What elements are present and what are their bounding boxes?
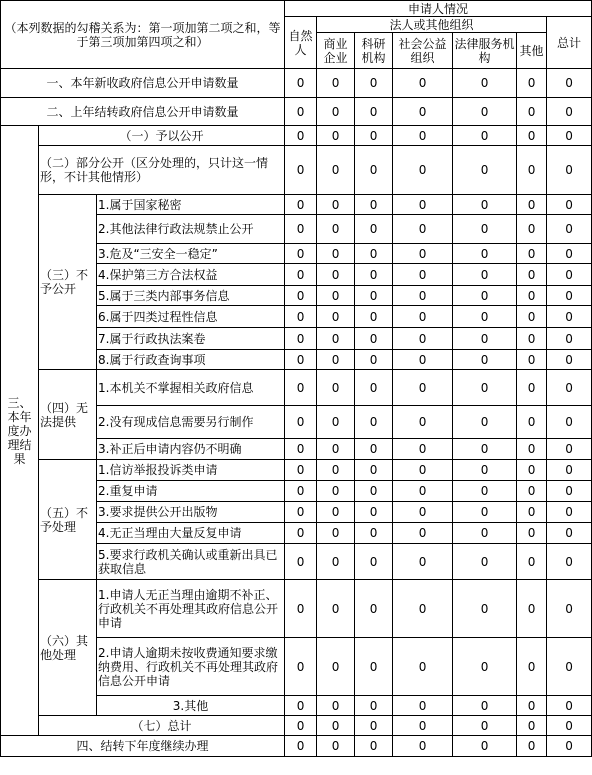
value-cell: 0	[453, 406, 517, 439]
social-header: 社会公益组织	[393, 33, 453, 69]
value-cell: 0	[285, 215, 317, 244]
value-cell: 0	[393, 244, 453, 264]
value-cell: 0	[517, 370, 547, 406]
value-cell: 0	[393, 696, 453, 716]
value-cell: 0	[517, 286, 547, 306]
value-cell: 0	[317, 195, 355, 215]
value-cell: 0	[355, 244, 393, 264]
value-cell: 0	[393, 215, 453, 244]
value-cell: 0	[285, 126, 317, 146]
value-cell: 0	[317, 306, 355, 328]
group-1-label: （一）予以公开	[39, 126, 285, 146]
value-cell: 0	[453, 544, 517, 580]
value-cell: 0	[285, 460, 317, 481]
value-cell: 0	[355, 215, 393, 244]
value-cell: 0	[355, 439, 393, 460]
applicant-situation-header: 申请人情况	[285, 1, 592, 17]
value-cell: 0	[547, 481, 592, 502]
value-cell: 0	[393, 126, 453, 146]
value-cell: 0	[453, 736, 517, 757]
value-cell: 0	[517, 716, 547, 736]
value-cell: 0	[547, 328, 592, 350]
research-header: 科研机构	[355, 33, 393, 69]
value-cell: 0	[317, 736, 355, 757]
value-cell: 0	[285, 580, 317, 638]
value-cell: 0	[393, 736, 453, 757]
value-cell: 0	[285, 264, 317, 286]
value-cell: 0	[547, 502, 592, 523]
value-cell: 0	[547, 126, 592, 146]
value-cell: 0	[285, 350, 317, 370]
value-cell: 0	[355, 580, 393, 638]
item-label: 4.无正当理由大量反复申请	[97, 523, 285, 544]
value-cell: 0	[453, 286, 517, 306]
value-cell: 0	[355, 69, 393, 98]
value-cell: 0	[517, 146, 547, 195]
value-cell: 0	[285, 286, 317, 306]
value-cell: 0	[355, 716, 393, 736]
value-cell: 0	[547, 350, 592, 370]
value-cell: 0	[355, 146, 393, 195]
value-cell: 0	[517, 481, 547, 502]
value-cell: 0	[517, 580, 547, 638]
group-6-label: （六）其他处理	[39, 580, 97, 716]
value-cell: 0	[517, 523, 547, 544]
item-label: 7.属于行政执法案卷	[97, 328, 285, 350]
value-cell: 0	[453, 638, 517, 696]
value-cell: 0	[547, 736, 592, 757]
value-cell: 0	[517, 69, 547, 98]
value-cell: 0	[285, 544, 317, 580]
section-2-label: 二、上年结转政府信息公开申请数量	[1, 98, 285, 126]
table-row	[1, 126, 592, 146]
value-cell: 0	[547, 638, 592, 696]
value-cell: 0	[453, 481, 517, 502]
value-cell: 0	[355, 696, 393, 716]
value-cell: 0	[285, 146, 317, 195]
value-cell: 0	[285, 736, 317, 757]
item-label: 6.属于四类过程性信息	[97, 306, 285, 328]
item-label: 1.本机关不掌握相关政府信息	[97, 370, 285, 406]
legal-group-header: 法人或其他组织	[317, 17, 547, 33]
value-cell: 0	[547, 696, 592, 716]
value-cell: 0	[453, 146, 517, 195]
value-cell: 0	[393, 195, 453, 215]
value-cell: 0	[547, 716, 592, 736]
value-cell: 0	[393, 306, 453, 328]
value-cell: 0	[285, 638, 317, 696]
value-cell: 0	[393, 350, 453, 370]
item-label: 3.危及“三安全一稳定”	[97, 244, 285, 264]
value-cell: 0	[393, 328, 453, 350]
value-cell: 0	[317, 481, 355, 502]
value-cell: 0	[393, 146, 453, 195]
value-cell: 0	[547, 523, 592, 544]
item-label: 1.申请人无正当理由逾期不补正、行政机关不再处理其政府信息公开申请	[97, 580, 285, 638]
item-label: 3.其他	[97, 696, 285, 716]
value-cell: 0	[317, 502, 355, 523]
value-cell: 0	[517, 696, 547, 716]
value-cell: 0	[285, 523, 317, 544]
value-cell: 0	[355, 286, 393, 306]
table-row	[1, 146, 592, 195]
item-label: 1.属于国家秘密	[97, 195, 285, 215]
value-cell: 0	[453, 696, 517, 716]
value-cell: 0	[317, 98, 355, 126]
value-cell: 0	[453, 69, 517, 98]
table-row	[1, 370, 592, 406]
value-cell: 0	[285, 370, 317, 406]
value-cell: 0	[285, 69, 317, 98]
value-cell: 0	[317, 439, 355, 460]
value-cell: 0	[547, 580, 592, 638]
item-label: 5.要求行政机关确认或重新出具已获取信息	[97, 544, 285, 580]
value-cell: 0	[393, 481, 453, 502]
legal-service-header: 法律服务机构	[453, 33, 517, 69]
value-cell: 0	[547, 286, 592, 306]
table-row	[1, 716, 592, 736]
value-cell: 0	[355, 328, 393, 350]
item-label: 8.属于行政查询事项	[97, 350, 285, 370]
table-row	[1, 69, 592, 98]
value-cell: 0	[317, 638, 355, 696]
value-cell: 0	[355, 264, 393, 286]
value-cell: 0	[517, 544, 547, 580]
value-cell: 0	[393, 264, 453, 286]
value-cell: 0	[453, 264, 517, 286]
group-3-label: （三）不予公开	[39, 195, 97, 370]
value-cell: 0	[453, 716, 517, 736]
value-cell: 0	[453, 502, 517, 523]
value-cell: 0	[317, 126, 355, 146]
section-4-label: 四、结转下年度继续办理	[1, 736, 285, 757]
item-label: 2.申请人逾期未按收费通知要求缴纳费用、行政机关不再处理其政府信息公开申请	[97, 638, 285, 696]
value-cell: 0	[393, 69, 453, 98]
value-cell: 0	[393, 523, 453, 544]
value-cell: 0	[453, 460, 517, 481]
item-label: 5.属于三类内部事务信息	[97, 286, 285, 306]
value-cell: 0	[355, 126, 393, 146]
value-cell: 0	[393, 638, 453, 696]
value-cell: 0	[547, 306, 592, 328]
value-cell: 0	[547, 439, 592, 460]
value-cell: 0	[517, 502, 547, 523]
value-cell: 0	[285, 716, 317, 736]
item-label: 3.要求提供公开出版物	[97, 502, 285, 523]
value-cell: 0	[317, 580, 355, 638]
value-cell: 0	[453, 328, 517, 350]
value-cell: 0	[517, 736, 547, 757]
value-cell: 0	[285, 502, 317, 523]
item-label: 2.重复申请	[97, 481, 285, 502]
value-cell: 0	[547, 460, 592, 481]
value-cell: 0	[285, 244, 317, 264]
value-cell: 0	[517, 126, 547, 146]
value-cell: 0	[393, 98, 453, 126]
value-cell: 0	[453, 523, 517, 544]
value-cell: 0	[285, 328, 317, 350]
value-cell: 0	[517, 328, 547, 350]
item-label: 3.补正后申请内容仍不明确	[97, 439, 285, 460]
value-cell: 0	[355, 638, 393, 696]
value-cell: 0	[517, 264, 547, 286]
business-header: 商业企业	[317, 33, 355, 69]
value-cell: 0	[393, 716, 453, 736]
value-cell: 0	[453, 244, 517, 264]
value-cell: 0	[517, 439, 547, 460]
value-cell: 0	[547, 544, 592, 580]
value-cell: 0	[317, 370, 355, 406]
value-cell: 0	[317, 696, 355, 716]
item-label: 4.保护第三方合法权益	[97, 264, 285, 286]
value-cell: 0	[317, 244, 355, 264]
value-cell: 0	[517, 215, 547, 244]
value-cell: 0	[453, 306, 517, 328]
value-cell: 0	[285, 696, 317, 716]
table-row	[1, 460, 592, 481]
section-1-label: 一、本年新收政府信息公开申请数量	[1, 69, 285, 98]
section-3-label: 三、本年度办理结果	[1, 126, 39, 736]
value-cell: 0	[355, 98, 393, 126]
value-cell: 0	[317, 146, 355, 195]
value-cell: 0	[393, 460, 453, 481]
value-cell: 0	[285, 98, 317, 126]
value-cell: 0	[517, 195, 547, 215]
table-row	[1, 580, 592, 638]
value-cell: 0	[393, 370, 453, 406]
value-cell: 0	[547, 69, 592, 98]
value-cell: 0	[317, 716, 355, 736]
value-cell: 0	[453, 439, 517, 460]
value-cell: 0	[547, 370, 592, 406]
value-cell: 0	[355, 481, 393, 502]
value-cell: 0	[453, 370, 517, 406]
group-7-label: （七）总计	[39, 716, 285, 736]
value-cell: 0	[393, 286, 453, 306]
value-cell: 0	[547, 244, 592, 264]
value-cell: 0	[517, 306, 547, 328]
value-cell: 0	[355, 460, 393, 481]
value-cell: 0	[547, 215, 592, 244]
value-cell: 0	[355, 502, 393, 523]
value-cell: 0	[453, 98, 517, 126]
value-cell: 0	[317, 460, 355, 481]
value-cell: 0	[547, 264, 592, 286]
item-label: 2.没有现成信息需要另行制作	[97, 406, 285, 439]
value-cell: 0	[317, 406, 355, 439]
group-5-label: （五）不予处理	[39, 460, 97, 580]
value-cell: 0	[285, 306, 317, 328]
value-cell: 0	[355, 406, 393, 439]
value-cell: 0	[355, 350, 393, 370]
value-cell: 0	[355, 306, 393, 328]
value-cell: 0	[393, 439, 453, 460]
value-cell: 0	[517, 244, 547, 264]
group-2-label: （二）部分公开（区分处理的，只计这一情形，不计其他情形）	[39, 146, 285, 195]
item-label: 2.其他法律行政法规禁止公开	[97, 215, 285, 244]
value-cell: 0	[393, 502, 453, 523]
value-cell: 0	[453, 195, 517, 215]
value-cell: 0	[317, 286, 355, 306]
value-cell: 0	[285, 406, 317, 439]
value-cell: 0	[355, 370, 393, 406]
value-cell: 0	[517, 350, 547, 370]
table-row	[1, 195, 592, 215]
value-cell: 0	[453, 215, 517, 244]
value-cell: 0	[547, 98, 592, 126]
value-cell: 0	[517, 460, 547, 481]
value-cell: 0	[355, 544, 393, 580]
group-4-label: （四）无法提供	[39, 370, 97, 460]
value-cell: 0	[393, 544, 453, 580]
value-cell: 0	[317, 523, 355, 544]
value-cell: 0	[517, 638, 547, 696]
value-cell: 0	[453, 350, 517, 370]
value-cell: 0	[317, 215, 355, 244]
value-cell: 0	[317, 69, 355, 98]
value-cell: 0	[285, 195, 317, 215]
other-header: 其他	[517, 33, 547, 69]
value-cell: 0	[517, 406, 547, 439]
value-cell: 0	[453, 580, 517, 638]
value-cell: 0	[547, 406, 592, 439]
value-cell: 0	[547, 195, 592, 215]
natural-person-header: 自然人	[285, 17, 317, 69]
value-cell: 0	[317, 264, 355, 286]
table-row	[1, 736, 592, 757]
value-cell: 0	[317, 544, 355, 580]
value-cell: 0	[355, 736, 393, 757]
value-cell: 0	[393, 406, 453, 439]
table-note: （本列数据的勾稽关系为：第一项加第二项之和，等于第三项加第四项之和）	[1, 1, 285, 69]
value-cell: 0	[517, 98, 547, 126]
value-cell: 0	[547, 146, 592, 195]
value-cell: 0	[453, 126, 517, 146]
total-header: 总计	[547, 17, 592, 69]
value-cell: 0	[285, 439, 317, 460]
value-cell: 0	[285, 481, 317, 502]
item-label: 1.信访举报投诉类申请	[97, 460, 285, 481]
value-cell: 0	[317, 350, 355, 370]
value-cell: 0	[355, 195, 393, 215]
value-cell: 0	[355, 523, 393, 544]
table-row	[1, 98, 592, 126]
value-cell: 0	[393, 580, 453, 638]
value-cell: 0	[317, 328, 355, 350]
